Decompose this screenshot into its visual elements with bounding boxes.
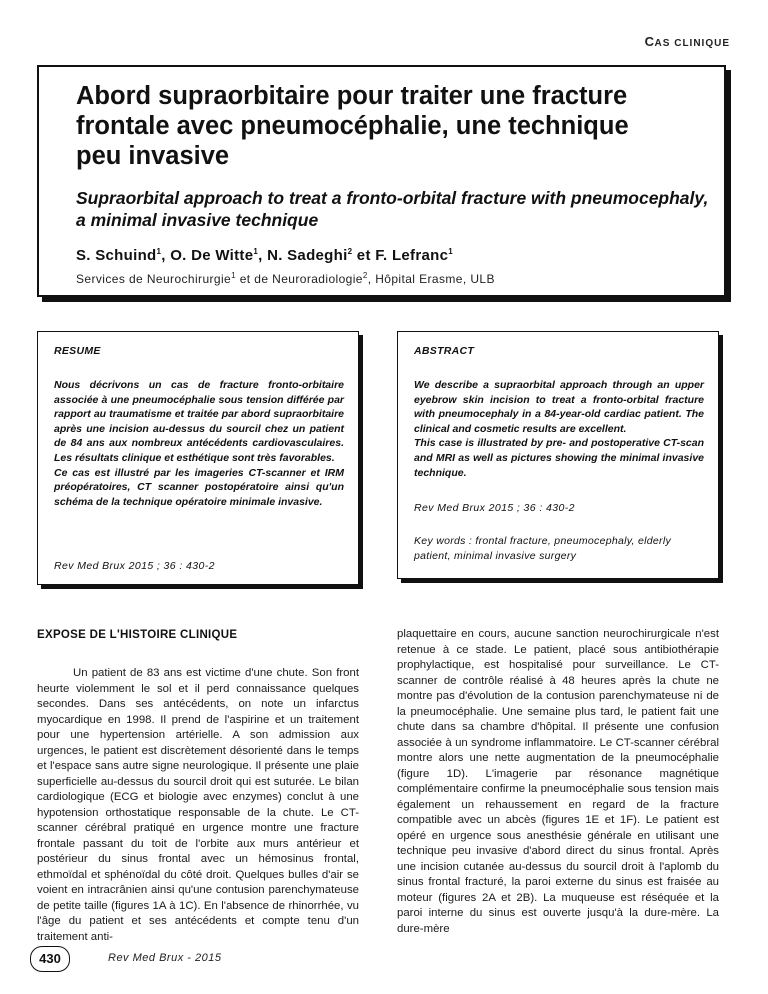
author-name: O. De Witte [170, 247, 254, 264]
resume-box [37, 331, 359, 585]
author-name: N. Sadeghi [267, 247, 348, 264]
page-number: 430 [30, 946, 70, 972]
body-column-left: Un patient de 83 ans est victime d'une chute. Son front heurte violemment le sol et il perd connaissance quelques secondes. Dans ses antécédents, on note un infarctus myocardique en 1998. Il prend de l'aspirine et un traitement pour une hypertension artérielle. A son admission aux urgences, le patient est discrètement désorienté dans le temps et l'espace sans autre signe neurologique. Il présente une plaie superficielle au-dessus du sourcil droit qui est suturée. Le bilan cardiologique (ECG et biologie avec enzymes) conclut à une hypotension orthostatique responsable de la chute. Le CT-scanner cérébral pratiqué en urgence montre une fracture frontale passant du toit de l'orbite aux murs antérieur et postérieur du sinus frontal avec un hémosinus frontal, ethmoïdal et sphénoïdal du côté droit. Quelques bulles d'air se voient en intracrânien ainsi qu'une contusion parenchymateuse de petite taille (figures 1A à 1C). En l'absence de rhinorrhée, vu l'âge du patient et ses antécédents et compte tenu d'un traitement anti- [37, 667, 359, 943]
author-name: F. Lefranc [375, 247, 449, 264]
section-label: CAS CLINIQUE [644, 34, 730, 49]
abstract-text: We describe a supraorbital approach through an upper eyebrow skin incision to treat a fronto-orbital fracture with pneumocephaly in a 84-year-old cardiac patient. The clinical and cosmetic results are excellent. This case is illustrated by pre- and postoperative CT-scan and MRI as well as pictures showing the minimal invasive technique. [414, 379, 704, 479]
author-name: S. Schuind [76, 247, 157, 264]
affiliation: Services de Neurochirurgie$^1$ et de Neuroradiologie$^2$, Hôpital Erasme, ULB [76, 271, 495, 286]
article-title-en: Supraorbital approach to treat a fronto-orbital fracture with pneumocephaly, a minimal invasive technique [76, 188, 709, 230]
article-title-fr: Abord supraorbitaire pour traiter une fracture frontale avec pneumocéphalie, une technique peu invasive [76, 82, 629, 170]
body-column-right: plaquettaire en cours, aucune sanction neurochirurgicale n'est retenue à ce stade. Le patient, placé sous antibiothérapie prophylactique, est hospitalisé pour surveillance. Le CT-scanner de contrôle réalisé à 48 heures après la chute ne montre pas d'évolution de la contusion parenchymateuse ni de la pneumocéphalie. Une semaine plus tard, le patient fait une chute dans sa chambre d'hôpital. Il présente une confusion associée à un syndrome inflammatoire. Le CT-scanner cérébral montre alors une nette augmentation de la pneumocéphalie (figure 1D). L'imagerie par résonance magnétique complémentaire confirme la pneumocéphalie sous tension mais également un rehaussement en regard de la fracture compatible avec un abcès (figures 1E et 1F). Le patient est opéré en urgence sous anesthésie générale en utilisant une technique peu invasive d'abord direct du sinus frontal. Après une incision cutanée au-dessus du sourcil droit à l'aplomb du sinus frontal fracturé, la paroi externe du sinus est fraisée au moteur (figures 2A et 2B). La muqueuse est réséquée et la paroi interne du sinus est ouverte jusqu'à la dure-mère. La dure-mère [397, 628, 719, 935]
resume-reference: Rev Med Brux 2015 ; 36 : 430-2 [54, 560, 215, 572]
abstract-reference: Rev Med Brux 2015 ; 36 : 430-2 [414, 502, 575, 514]
footer-journal: Rev Med Brux - 2015 [108, 952, 222, 964]
abstract-box [397, 331, 719, 579]
author-list: S. Schuind$^1$, O. De Witte$^1$, N. Sadeghi$^2$ et F. Lefranc$^1$ [76, 247, 453, 264]
section-heading: EXPOSE DE L'HISTOIRE CLINIQUE [37, 629, 238, 641]
abstract-heading: ABSTRACT [414, 345, 475, 357]
resume-text: Nous décrivons un cas de fracture fronto-orbitaire associée à une pneumocéphalie sous tension différée par rapport au traumatisme et traitée par abord supraorbitaire après une incision au-dessus du sourcil chez un patient de 84 ans aux nombreux antécédents cardiovasculaires. Les résultats clinique et esthétique sont très favorables. Ce cas est illustré par les imageries CT-scanner et IRM préopératoires, CT scanner postopératoire ainsi qu'un schéma de la technique opératoire minimale invasive. [54, 379, 344, 508]
abstract-keywords: Key words : frontal fracture, pneumocephaly, elderly patient, minimal invasive surgery [414, 535, 672, 562]
title-box [37, 65, 726, 297]
resume-heading: RESUME [54, 345, 101, 357]
